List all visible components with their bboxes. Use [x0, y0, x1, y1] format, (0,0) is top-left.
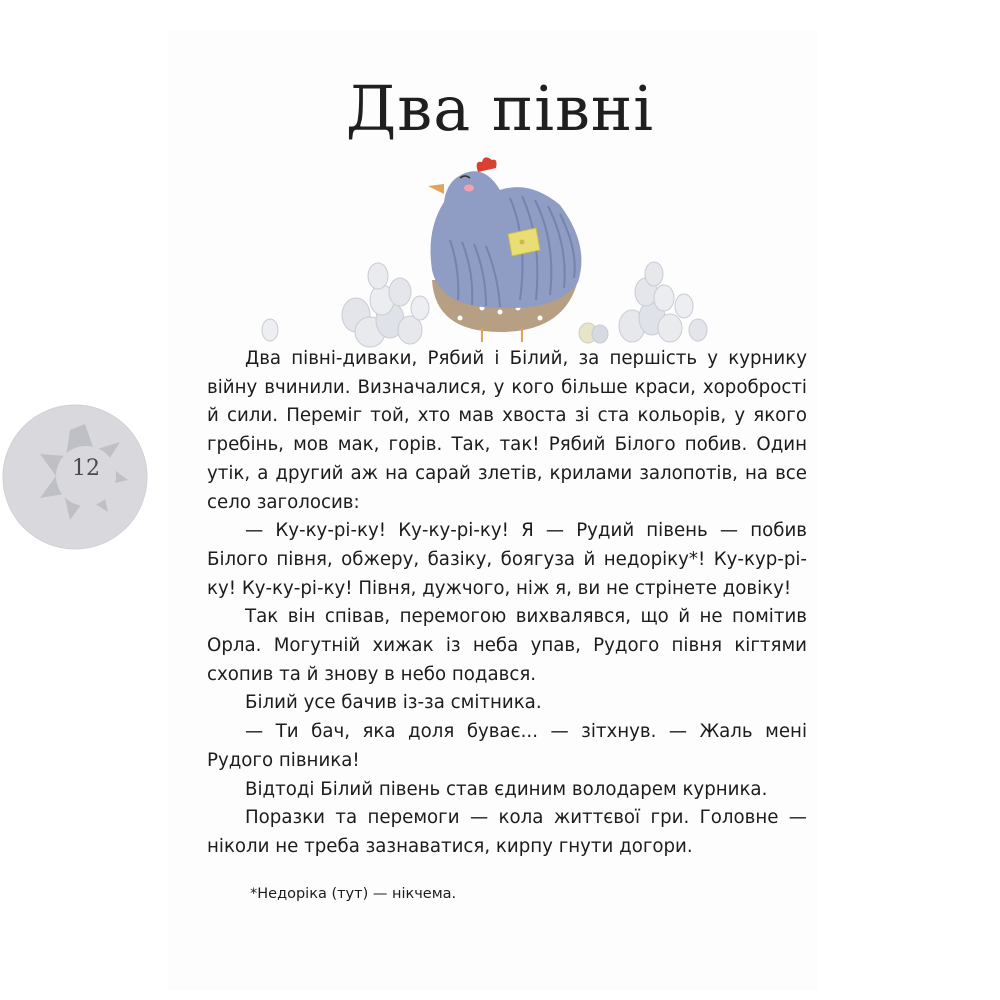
- paragraph: — Ку-ку-рі-ку! Ку-ку-рі-ку! Я — Рудий півень — побив Білого півня, обжеру, базіку, боягуза й недоріку*! Ку-кур-рі-ку! Ку-ку-рі-ку! Півня, дужчого, ніж я, ви не стрінете довіку!: [207, 520, 807, 599]
- left-egg-pile: [262, 263, 429, 347]
- hen: [428, 157, 581, 342]
- paragraph: Відтоді Білий півень став єдиним володарем курника.: [245, 778, 768, 800]
- right-egg-pile: [579, 262, 707, 343]
- footnote: *Недоріка (тут) — нікчема.: [250, 886, 457, 902]
- paragraph: Білий усе бачив із-за смітника.: [245, 692, 542, 714]
- paragraph: Так він співав, перемогою вихвалявся, що й не помітив Орла. Могутній хижак із неба упав, Рудого півня кігтями схопив та й знову в небо подався.: [207, 606, 807, 685]
- paragraph: Поразки та перемоги — кола життєвої гри. Головне — ніколи не треба зазнаватися, кирпу гнути догори.: [207, 807, 807, 857]
- paragraph: Два півні-диваки, Рябий і Білий, за першість у курнику війну вчинили. Визначалися, у кого більше краси, хоробрості й сили. Переміг той, хто мав хвоста зі ста кольорів, у якого гребінь, мов мак, горів. Так, так! Рябий Білого побив. Один утік, а другий аж на сарай злетів, крилами залопотів, на все село заголосив:: [207, 348, 807, 513]
- hen-illustration: [260, 150, 720, 350]
- story-text: [207, 345, 807, 862]
- paragraph: — Ти бач, яка доля буває... — зітхнув. — Жаль мені Рудого півника!: [207, 721, 807, 771]
- page-number: 12: [72, 456, 100, 481]
- story-title: Два півні: [345, 72, 655, 145]
